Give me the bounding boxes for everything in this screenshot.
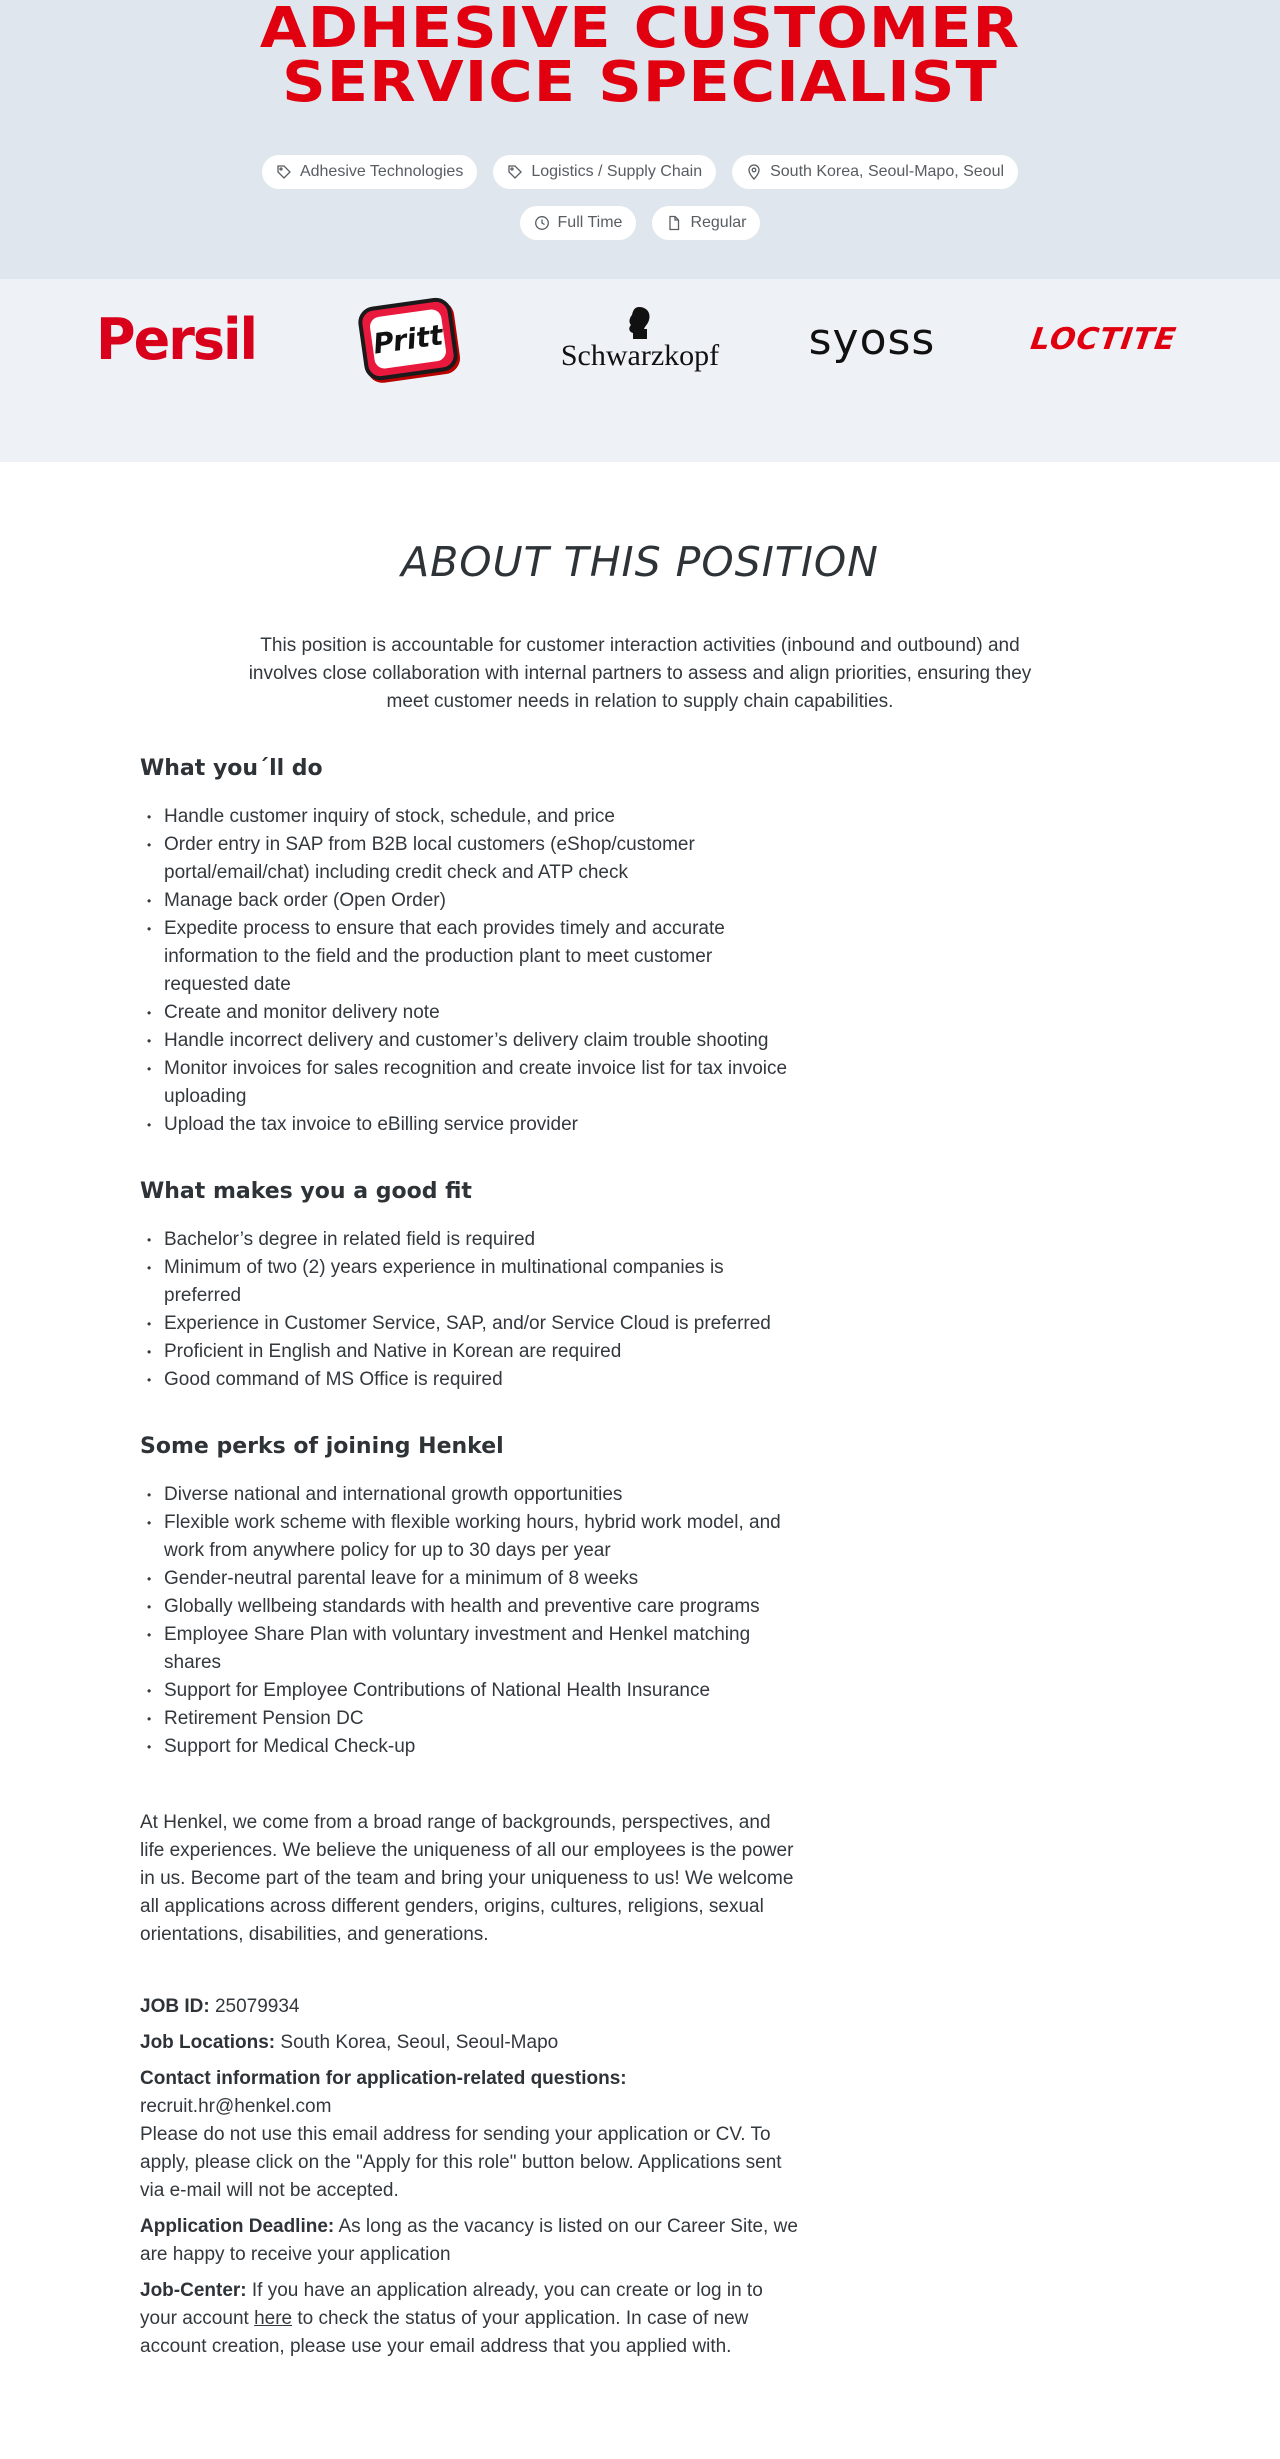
list-item: • Good command of MS Office is required [140,1366,800,1394]
tag-row [0,206,1280,240]
list-item: • Support for Employee Contributions of National Health Insurance [140,1677,800,1705]
job-tag-label: South Korea, Seoul-Mapo, Seoul [770,163,1005,180]
job-tags [0,155,1280,257]
list-item: • Flexible work scheme with flexible working hours, hybrid work model, and work from anywhere policy for up to 30 days per year [140,1509,800,1565]
list-item: • Handle customer inquiry of stock, schedule, and price [140,803,800,831]
pritt-logo: Pritt [308,279,508,399]
job-tag [262,155,477,189]
job-tag-label: Full Time [557,214,623,231]
section-title-good-fit: What makes you a good fit [140,1179,472,1204]
loctite-logo: LOCTITE [1028,321,1180,357]
contact-note: Please do not use this email address for sending your application or CV. To apply, please click on the "Apply for this role" button below. Applications sent via e-mail will not be accepted. [140,2124,782,2201]
contact-info: Contact information for application-related questions: recruit.hr@henkel.com Please do not use this email address for sending your application or CV. To apply, please click on the "Apply for this role" button below. Applications sent via e-mail will not be accepted. [140,2068,782,2201]
schwarzkopf-logo: Schwarzkopf [540,279,740,399]
section-title-what-you-do: What you´ll do [140,756,323,781]
what-you-do-list [140,803,800,1139]
location-pin-icon [746,164,762,180]
document-icon [666,215,682,231]
list-item: • Create and monitor delivery note [140,999,800,1027]
syoss-logo: syoss [808,313,936,365]
diversity-statement: At Henkel, we come from a broad range of backgrounds, perspectives, and life experiences. We believe the uniqueness of all our employees is the power in us. Become part of the team and bring your uniqueness to us! We welcome all applications across different genders, origins, cultures, religions, sexual orientations, disabilities, and generations. [140,1812,794,1945]
about-title: ABOUT THIS POSITION [401,538,879,586]
list-item: • Bachelor’s degree in related field is required [140,1226,800,1254]
list-item: • Proficient in English and Native in Korean are required [140,1338,800,1366]
list-item: • Globally wellbeing standards with health and preventive care programs [140,1593,800,1621]
application-deadline: Application Deadline: As long as the vacancy is listed on our Career Site, we are happy to receive your application [140,2216,798,2265]
list-item: • Retirement Pension DC [140,1705,800,1733]
list-item: • Expedite process to ensure that each provides timely and accurate information to the field and the production plant to meet customer requested date [140,915,800,999]
tag-icon [276,164,292,180]
list-item: • Upload the tax invoice to eBilling service provider [140,1111,800,1139]
perks-list [140,1481,800,1761]
job-title: ADHESIVE CUSTOMER SERVICE SPECIALIST [259,0,1021,115]
job-tag-label: Regular [690,214,747,231]
list-item: • Order entry in SAP from B2B local customers (eShop/customer portal/email/chat) including credit check and ATP check [140,831,800,887]
job-center-link[interactable]: here [254,2308,293,2329]
job-center: Job-Center: If you have an application already, you can create or log in to your account here to check the status of your application. In case of new account creation, please use your email address that you applied with. [140,2280,763,2357]
list-item: • Employee Share Plan with voluntary investment and Henkel matching shares [140,1621,800,1677]
list-item: • Manage back order (Open Order) [140,887,800,915]
list-item: • Diverse national and international growth opportunities [140,1481,800,1509]
list-item: • Experience in Customer Service, SAP, and/or Service Cloud is preferred [140,1310,800,1338]
job-tag [520,206,637,240]
job-tag [732,155,1018,189]
good-fit-list [140,1226,800,1394]
job-id: JOB ID: 25079934 [140,1996,300,2017]
list-item: • Monitor invoices for sales recognition and create invoice list for tax invoice uploading [140,1055,800,1111]
list-item: • Gender-neutral parental leave for a minimum of 8 weeks [140,1565,800,1593]
clock-icon [534,215,550,231]
about-intro: This position is accountable for customer interaction activities (inbound and outbound) and involves close collaboration with internal partners to assess and align priorities, ensuring they meet customer needs in relation to supply chain capabilities. [248,635,1032,712]
job-tag-label: Logistics / Supply Chain [531,163,703,180]
silhouette-icon [625,305,655,341]
job-locations: Job Locations: South Korea, Seoul, Seoul-Mapo [140,2032,559,2053]
list-item: • Minimum of two (2) years experience in multinational companies is preferred [140,1254,800,1310]
tag-icon [507,164,523,180]
job-tag-label: Adhesive Technologies [299,163,464,180]
list-item: • Handle incorrect delivery and customer’s delivery claim trouble shooting [140,1027,800,1055]
tag-row [0,155,1280,189]
brand-logos [0,279,1280,462]
contact-email: recruit.hr@henkel.com [140,2096,332,2117]
job-header [0,0,1280,279]
job-tag [652,206,760,240]
job-tag [493,155,716,189]
job-meta [140,1993,800,2361]
job-description [140,756,800,2361]
persil-logo: Persil [96,305,256,373]
section-title-perks: Some perks of joining Henkel [140,1434,504,1459]
list-item: • Support for Medical Check-up [140,1733,800,1761]
